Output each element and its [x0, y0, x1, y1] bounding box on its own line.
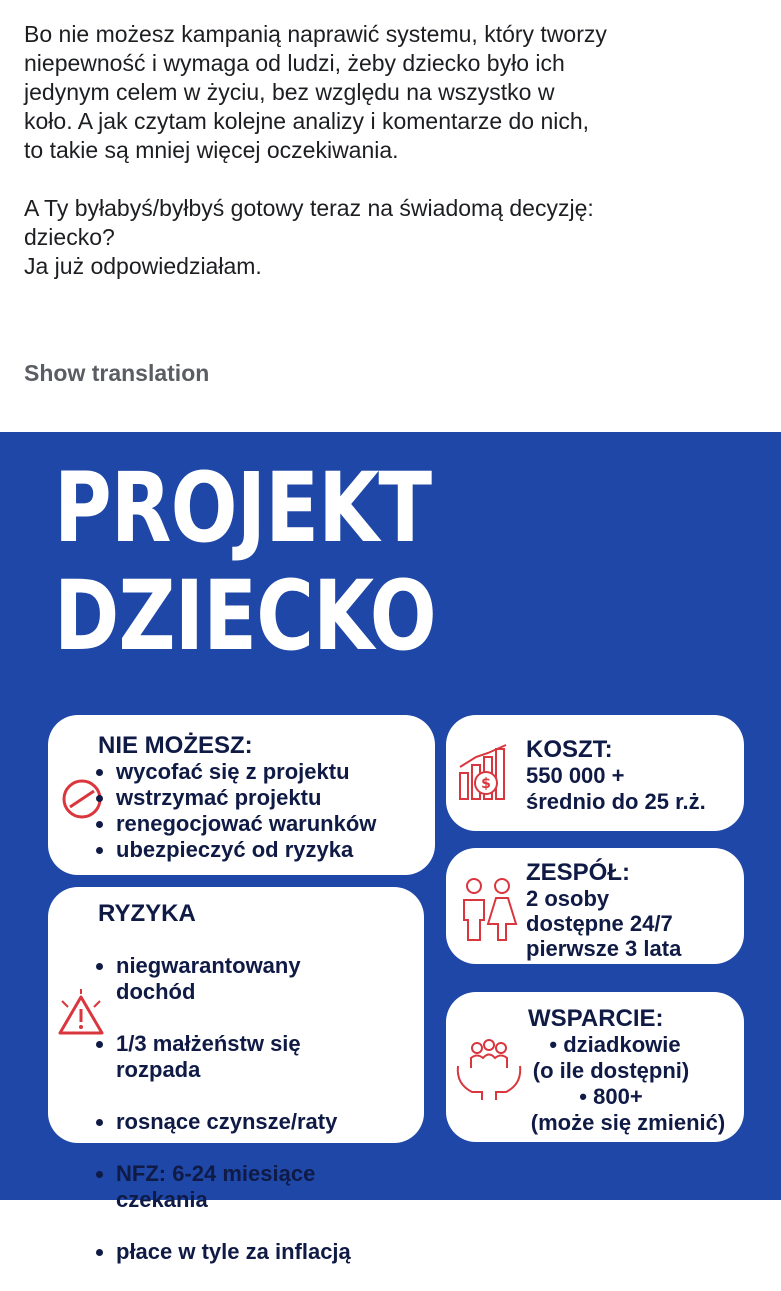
- cannot-item: • ubezpieczyć od ryzyka: [116, 837, 376, 863]
- poster-title-line-2: DZIECKO: [54, 560, 436, 672]
- support-hands-icon: [454, 1036, 524, 1106]
- risks-card: [48, 887, 424, 1264]
- cost-note: średnio do 25 r.ż.: [526, 789, 706, 814]
- risks-list: [68, 927, 351, 1291]
- post-text: [24, 20, 764, 310]
- support-item-2-text: 800+: [593, 1084, 643, 1109]
- team-card: [446, 848, 744, 964]
- risk-item: • płace w tyle za inflacją: [116, 1239, 351, 1265]
- post-paragraph-2: A Ty byłabyś/byłbyś gotowy teraz na świadomą decyzję: dziecko? Ja już odpowiedziałam.: [24, 195, 594, 279]
- couple-icon: [454, 874, 524, 944]
- team-line-3: pierwsze 3 lata: [526, 936, 682, 961]
- risk-item: • rosnące czynsze/raty: [116, 1109, 351, 1135]
- post-paragraph-1: Bo nie możesz kampanią naprawić systemu, który tworzy niepewność i wymaga od ludzi, żeby dziecko było ich jedynym celem w życiu, bez względu na wszystko w koło. A jak czytam kolejne analizy i komentarze do nich, to takie są mniej więcej oczekiwania.: [24, 21, 607, 163]
- poster-title: [54, 454, 436, 670]
- support-item-1: • dziadkowie: [549, 1032, 681, 1057]
- risk-item: • niegwarantowany dochód: [116, 953, 351, 1005]
- cannot-card: [48, 715, 435, 875]
- show-translation-link[interactable]: Show translation: [24, 360, 210, 386]
- cannot-item: • wstrzymać projektu: [116, 785, 376, 811]
- risk-item: • 1/3 małżeństw się rozpada: [116, 1031, 351, 1083]
- risk-item: • NFZ: 6-24 miesiące czekania: [116, 1161, 351, 1213]
- team-line-2: dostępne 24/7: [526, 911, 673, 936]
- money-chart-icon: [456, 743, 516, 803]
- team-heading: ZESPÓŁ:: [526, 859, 631, 886]
- cannot-heading: NIE MOŻESZ:: [98, 732, 253, 759]
- support-item-1-note: (o ile dostępni): [532, 1058, 690, 1083]
- poster-image: [0, 432, 781, 1264]
- support-card: [446, 992, 744, 1142]
- support-item-2-note: (może się zmienić): [530, 1110, 726, 1135]
- support-item-1-text: dziadkowie: [563, 1032, 681, 1057]
- cost-amount: 550 000 +: [526, 763, 625, 788]
- cannot-item: • wycofać się z projektu: [116, 759, 376, 785]
- support-heading: WSPARCIE:: [528, 1005, 664, 1032]
- poster-title-line-1: PROJEKT: [54, 452, 432, 564]
- cost-card: [446, 715, 744, 831]
- cannot-list: [68, 759, 376, 863]
- cannot-item: • renegocjować warunków: [116, 811, 376, 837]
- team-line-1: 2 osoby: [526, 886, 610, 911]
- support-item-2: • 800+: [579, 1084, 643, 1109]
- svg-text:$: $: [481, 776, 491, 792]
- cost-heading: KOSZT:: [526, 736, 613, 763]
- risks-heading: RYZYKA: [98, 900, 196, 927]
